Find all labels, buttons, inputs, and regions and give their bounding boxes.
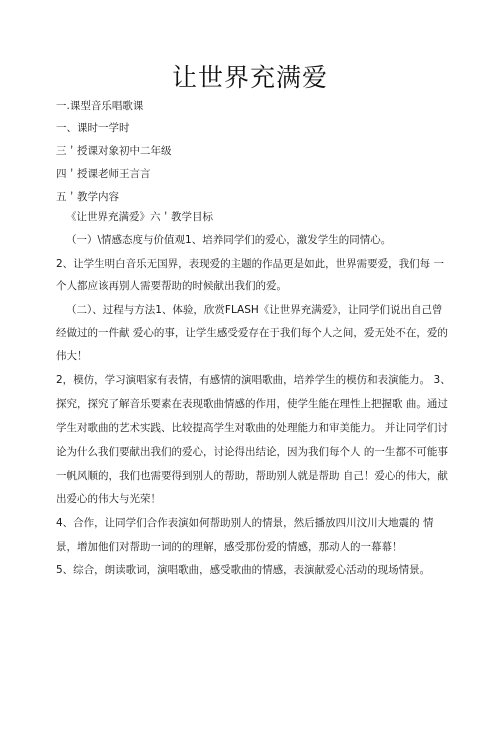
class-hours-line: 一、课时一学时 — [56, 122, 130, 134]
document-title: 让世界充满爱 — [171, 63, 328, 92]
objective-1-line: （一）\情感态度与价值观1、培养同学们的爱心，激发学生的同情心。 — [66, 234, 392, 246]
objective-2-line: （二）、过程与方法1、体验，欣赏FLASH《让世界充满爱》，让同学们说出自己曾 — [66, 304, 443, 316]
objectives-heading: 《让世界充满爱》六＇教学目标 — [66, 211, 213, 223]
paragraph-line: 探究，探究了解音乐要素在表现歌曲情感的作用，使学生能在理性上把握歌 曲。通过 — [56, 398, 448, 410]
paragraph-line: 学生对歌曲的艺术实践、比较提高学生对歌曲的处理能力和审美能力。 并让同学们讨 — [56, 422, 448, 434]
paragraph-line: 2，模仿，学习演唱家有表情，有感情的演唱歌曲，培养学生的模仿和表演能力。 3、 — [56, 374, 451, 386]
paragraph-line: 论为什么我们要献出我们的爱心，讨论得出结论，因为我们每个人 的一生都不可能事 — [56, 446, 448, 458]
paragraph-line: 出爱心的伟大与光荣！ — [56, 493, 161, 505]
paragraph-line: 景，增加他们对帮助一词的的理解，感受那份爱的情感，那动人的一幕幕！ — [56, 541, 403, 553]
course-type-line: 一.课型音乐唱歌课 — [56, 100, 144, 112]
paragraph-line: 5、综合，朗读歌词，演唱歌曲，感受歌曲的情感，表演献爱心活动的现场情景。 — [56, 564, 431, 576]
paragraph-line: 个人都应该再别人需要帮助的时候献出我们的爱。 — [56, 280, 287, 292]
paragraph-line: 4、合作，让同学们合作表演如何帮助别人的情景，然后播放四川汶川大地震的 情 — [56, 517, 434, 529]
target-students-line: 三＇授课对象初中二年级 — [56, 145, 172, 157]
paragraph-line: 一帆风顺的，我们也需要得到别人的帮助，帮助别人就是帮助 自己！爱心的伟大，献 — [56, 470, 448, 482]
paragraph-line: 伟大！ — [56, 350, 88, 362]
paragraph-line: 2、让学生明白音乐无国界，表现爱的主题的作品更是如此，世界需要爱，我们每 一 — [56, 258, 445, 270]
paragraph-line: 经做过的一件献 爱心的事，让学生感受爱存在于我们每个人之间，爱无处不在，爱的 — [56, 327, 448, 339]
content-heading: 五＇教学内容 — [56, 191, 119, 203]
teacher-line: 四＇授课老师王言言 — [56, 168, 151, 180]
